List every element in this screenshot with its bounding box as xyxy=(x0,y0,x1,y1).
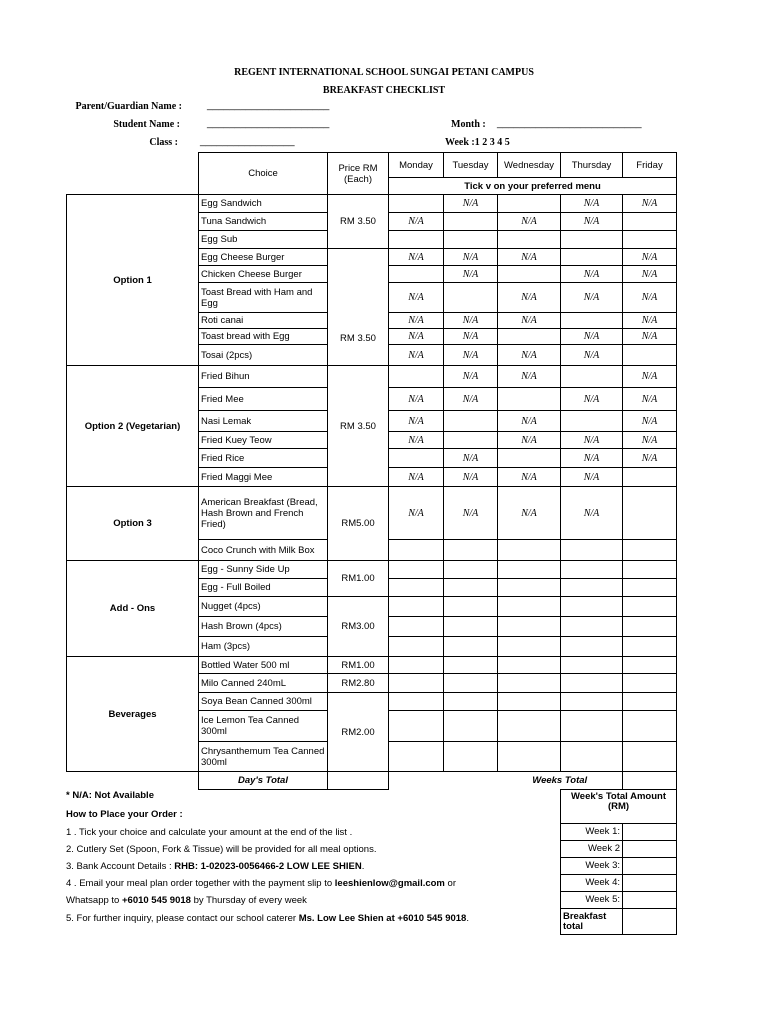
tick-cell[interactable] xyxy=(498,693,561,711)
na-legend: * N/A: Not Available xyxy=(66,790,154,801)
day-header-friday: Friday xyxy=(623,153,677,178)
tick-cell[interactable] xyxy=(561,313,623,329)
tick-cell[interactable] xyxy=(389,366,444,388)
na-cell: N/A xyxy=(444,366,498,388)
menu-item: Soya Bean Canned 300ml xyxy=(199,693,328,711)
tick-cell[interactable] xyxy=(561,366,623,388)
na-cell: N/A xyxy=(389,432,444,449)
price-cell: RM2.00 xyxy=(328,693,389,772)
page-title: BREAKFAST CHECKLIST xyxy=(322,85,446,96)
menu-item: Tuna Sandwich xyxy=(199,213,328,231)
class-label: Class : xyxy=(149,137,178,148)
na-cell: N/A xyxy=(623,329,677,345)
tick-cell[interactable] xyxy=(389,195,444,213)
student-name-label: Student Name : xyxy=(113,119,180,130)
na-cell: N/A xyxy=(561,468,623,487)
week-5-label: Week 5: xyxy=(561,892,623,909)
weekly-total-header: Week's Total Amount (RM) xyxy=(561,790,677,824)
na-cell: N/A xyxy=(444,345,498,366)
tick-cell[interactable] xyxy=(444,540,498,561)
tick-cell[interactable] xyxy=(498,329,561,345)
na-cell: N/A xyxy=(498,213,561,231)
na-cell: N/A xyxy=(561,388,623,411)
menu-item: Milo Canned 240mL xyxy=(199,674,328,693)
tick-cell[interactable] xyxy=(389,561,444,579)
tick-cell[interactable] xyxy=(444,283,498,313)
bank-account: RHB: 1-02023-0056466-2 LOW LEE SHIEN xyxy=(174,861,362,872)
tick-cell[interactable] xyxy=(389,266,444,283)
menu-item: Bottled Water 500 ml xyxy=(199,657,328,674)
na-cell: N/A xyxy=(498,432,561,449)
tick-cell[interactable] xyxy=(623,540,677,561)
tick-cell[interactable] xyxy=(444,579,498,597)
tick-cell[interactable] xyxy=(389,637,444,657)
price-cell: RM 3.50 xyxy=(328,366,389,487)
tick-cell[interactable] xyxy=(623,674,677,693)
tick-cell[interactable] xyxy=(389,579,444,597)
na-cell: N/A xyxy=(623,266,677,283)
na-cell: N/A xyxy=(623,411,677,432)
menu-item: Toast Bread with Ham and Egg xyxy=(199,283,328,313)
day-header-tuesday: Tuesday xyxy=(444,153,498,178)
menu-item: Fried Mee xyxy=(199,388,328,411)
price-header: Price RM (Each) xyxy=(328,153,389,195)
weekly-total-box xyxy=(560,789,677,935)
price-cell: RM 3.50 xyxy=(328,313,389,366)
tick-cell[interactable] xyxy=(623,693,677,711)
tick-cell[interactable] xyxy=(561,693,623,711)
tick-cell[interactable] xyxy=(389,540,444,561)
whatsapp-number: +6010 545 9018 xyxy=(121,895,191,906)
menu-item: Ham (3pcs) xyxy=(199,637,328,657)
menu-item: American Breakfast (Bread, Hash Brown and French Fried) xyxy=(199,487,328,540)
week-label: Week :1 2 3 4 5 xyxy=(445,137,510,148)
na-cell: N/A xyxy=(444,468,498,487)
menu-item: Egg - Sunny Side Up xyxy=(199,561,328,579)
days-total-label: Day's Total xyxy=(199,772,328,790)
tick-cell[interactable] xyxy=(498,195,561,213)
step-2: 2. Cutlery Set (Spoon, Fork & Tissue) will be provided for all meal options. xyxy=(66,844,377,855)
tick-cell[interactable] xyxy=(561,597,623,617)
tick-cell[interactable] xyxy=(498,711,561,742)
na-cell: N/A xyxy=(389,345,444,366)
breakfast-total-label: Breakfast total xyxy=(561,909,623,935)
na-cell: N/A xyxy=(561,283,623,313)
tick-cell[interactable] xyxy=(623,597,677,617)
group-option-3: Option 3 xyxy=(67,487,199,561)
tick-instruction: Tick v on your preferred menu xyxy=(389,178,677,195)
na-cell: N/A xyxy=(561,487,623,540)
tick-cell[interactable] xyxy=(389,657,444,674)
tick-cell[interactable] xyxy=(623,487,677,540)
step-4: 4 . Email your meal plan order together with the payment slip to leeshienlow@gmail.com or xyxy=(66,878,456,889)
menu-item: Egg Sub xyxy=(199,231,328,249)
na-cell: N/A xyxy=(444,388,498,411)
tick-cell[interactable] xyxy=(444,411,498,432)
tick-cell[interactable] xyxy=(498,266,561,283)
na-cell: N/A xyxy=(623,249,677,266)
na-cell: N/A xyxy=(561,449,623,468)
step-4-cont: Whatsapp to +6010 545 9018 by Thursday of every week xyxy=(66,895,307,906)
tick-cell[interactable] xyxy=(561,540,623,561)
na-cell: N/A xyxy=(623,366,677,388)
na-cell: N/A xyxy=(623,313,677,329)
na-cell: N/A xyxy=(389,313,444,329)
tick-cell[interactable] xyxy=(561,249,623,266)
week-1-amount[interactable] xyxy=(623,824,677,841)
student-name-field[interactable]: ______________________ xyxy=(207,118,330,129)
tick-cell[interactable] xyxy=(498,231,561,249)
tick-cell[interactable] xyxy=(444,637,498,657)
na-cell: N/A xyxy=(498,468,561,487)
tick-cell[interactable] xyxy=(623,637,677,657)
price-cell: RM1.00 xyxy=(328,561,389,597)
breakfast-table xyxy=(66,152,677,790)
tick-cell[interactable] xyxy=(444,597,498,617)
tick-cell[interactable] xyxy=(498,561,561,579)
tick-cell[interactable] xyxy=(561,411,623,432)
tick-cell[interactable] xyxy=(623,657,677,674)
na-cell: N/A xyxy=(498,249,561,266)
tick-cell[interactable] xyxy=(623,345,677,366)
week-3-label: Week 3: xyxy=(561,858,623,875)
menu-item: Egg Cheese Burger xyxy=(199,249,328,266)
na-cell: N/A xyxy=(444,249,498,266)
tick-cell[interactable] xyxy=(623,617,677,637)
na-cell: N/A xyxy=(444,313,498,329)
tick-cell[interactable] xyxy=(623,468,677,487)
week-3-amount[interactable] xyxy=(623,858,677,875)
na-cell: N/A xyxy=(498,411,561,432)
parent-name-field[interactable]: ______________________ xyxy=(207,100,330,111)
tick-cell[interactable] xyxy=(623,213,677,231)
na-cell: N/A xyxy=(444,449,498,468)
tick-cell[interactable] xyxy=(498,674,561,693)
na-cell: N/A xyxy=(444,195,498,213)
tick-cell[interactable] xyxy=(498,637,561,657)
tick-cell[interactable] xyxy=(444,432,498,449)
day-header-wednesday: Wednesday xyxy=(498,153,561,178)
tick-cell[interactable] xyxy=(623,711,677,742)
na-cell: N/A xyxy=(623,388,677,411)
na-cell: N/A xyxy=(389,468,444,487)
menu-item: Egg - Full Boiled xyxy=(199,579,328,597)
month-field[interactable]: __________________________ xyxy=(497,118,642,129)
step-5: 5. For further inquiry, please contact our school caterer Ms. Low Lee Shien at +6010 545 9018. xyxy=(66,913,469,924)
group-option-2: Option 2 (Vegetarian) xyxy=(67,366,199,487)
tick-cell[interactable] xyxy=(498,449,561,468)
menu-item: Fried Maggi Mee xyxy=(199,468,328,487)
na-cell: N/A xyxy=(623,432,677,449)
tick-cell[interactable] xyxy=(498,388,561,411)
tick-cell[interactable] xyxy=(498,617,561,637)
na-cell: N/A xyxy=(623,283,677,313)
tick-cell[interactable] xyxy=(561,657,623,674)
na-cell: N/A xyxy=(498,345,561,366)
menu-item: Egg Sandwich xyxy=(199,195,328,213)
tick-cell[interactable] xyxy=(444,711,498,742)
how-to-order-title: How to Place your Order : xyxy=(66,809,183,820)
tick-cell[interactable] xyxy=(498,540,561,561)
price-cell: RM1.00 xyxy=(328,657,389,674)
menu-item: Tosai (2pcs) xyxy=(199,345,328,366)
menu-item: Chrysanthemum Tea Canned 300ml xyxy=(199,742,328,772)
tick-cell[interactable] xyxy=(389,674,444,693)
school-name: REGENT INTERNATIONAL SCHOOL SUNGAI PETANI CAMPUS xyxy=(234,67,534,78)
class-field[interactable]: _________________ xyxy=(200,136,295,147)
step-1: 1 . Tick your choice and calculate your amount at the end of the list . xyxy=(66,827,353,838)
menu-item: Nugget (4pcs) xyxy=(199,597,328,617)
price-cell: RM 3.50 xyxy=(328,195,389,249)
menu-item: Chicken Cheese Burger xyxy=(199,266,328,283)
na-cell: N/A xyxy=(498,313,561,329)
tick-cell[interactable] xyxy=(389,597,444,617)
weeks-total-value[interactable] xyxy=(623,772,677,790)
tick-cell[interactable] xyxy=(561,561,623,579)
day-header-thursday: Thursday xyxy=(561,153,623,178)
price-cell: RM2.80 xyxy=(328,674,389,693)
tick-cell[interactable] xyxy=(444,674,498,693)
na-cell: N/A xyxy=(623,449,677,468)
group-option-1: Option 1 xyxy=(67,195,199,366)
na-cell: N/A xyxy=(389,249,444,266)
tick-cell[interactable] xyxy=(623,561,677,579)
na-cell: N/A xyxy=(561,195,623,213)
tick-cell[interactable] xyxy=(561,617,623,637)
tick-cell[interactable] xyxy=(623,231,677,249)
tick-cell[interactable] xyxy=(561,711,623,742)
na-cell: N/A xyxy=(498,487,561,540)
caterer-contact: Ms. Low Lee Shien at +6010 545 9018 xyxy=(298,913,467,924)
na-cell: N/A xyxy=(389,283,444,313)
step-3: 3. Bank Account Details : RHB: 1-02023-0056466-2 LOW LEE SHIEN. xyxy=(66,861,365,872)
menu-item: Coco Crunch with Milk Box xyxy=(199,540,328,561)
price-cell: RM3.00 xyxy=(328,597,389,657)
na-cell: N/A xyxy=(498,283,561,313)
tick-cell[interactable] xyxy=(389,711,444,742)
group-beverages: Beverages xyxy=(67,657,199,772)
na-cell: N/A xyxy=(561,345,623,366)
weeks-total-label: Weeks Total xyxy=(498,772,623,790)
tick-cell[interactable] xyxy=(623,579,677,597)
na-cell: N/A xyxy=(389,388,444,411)
tick-cell[interactable] xyxy=(561,231,623,249)
menu-item: Fried Bihun xyxy=(199,366,328,388)
tick-cell[interactable] xyxy=(389,231,444,249)
tick-cell[interactable] xyxy=(389,693,444,711)
na-cell: N/A xyxy=(561,213,623,231)
na-cell: N/A xyxy=(444,329,498,345)
na-cell: N/A xyxy=(389,213,444,231)
breakfast-total-amount[interactable] xyxy=(623,909,677,935)
tick-cell[interactable] xyxy=(444,561,498,579)
menu-item: Nasi Lemak xyxy=(199,411,328,432)
week-2-label: Week 2 xyxy=(561,841,623,858)
tick-cell[interactable] xyxy=(444,742,498,772)
group-add-ons: Add - Ons xyxy=(67,561,199,657)
na-cell: N/A xyxy=(623,195,677,213)
tick-cell[interactable] xyxy=(498,657,561,674)
parent-name-label: Parent/Guardian Name : xyxy=(75,101,182,112)
tick-cell[interactable] xyxy=(498,579,561,597)
tick-cell[interactable] xyxy=(389,449,444,468)
week-2-amount[interactable] xyxy=(623,841,677,858)
days-total-value[interactable] xyxy=(328,772,389,790)
na-cell: N/A xyxy=(561,329,623,345)
tick-cell[interactable] xyxy=(444,617,498,637)
tick-cell[interactable] xyxy=(561,637,623,657)
week-5-amount[interactable] xyxy=(623,892,677,909)
menu-item: Toast bread with Egg xyxy=(199,329,328,345)
tick-cell[interactable] xyxy=(561,579,623,597)
day-header-monday: Monday xyxy=(389,153,444,178)
tick-cell[interactable] xyxy=(389,617,444,637)
tick-cell[interactable] xyxy=(389,742,444,772)
tick-cell[interactable] xyxy=(444,693,498,711)
na-cell: N/A xyxy=(561,266,623,283)
na-cell: N/A xyxy=(561,432,623,449)
menu-item: Ice Lemon Tea Canned 300ml xyxy=(199,711,328,742)
week-4-label: Week 4: xyxy=(561,875,623,892)
week-1-label: Week 1: xyxy=(561,824,623,841)
menu-item: Roti canai xyxy=(199,313,328,329)
na-cell: N/A xyxy=(389,411,444,432)
menu-item: Hash Brown (4pcs) xyxy=(199,617,328,637)
tick-cell[interactable] xyxy=(444,213,498,231)
tick-cell[interactable] xyxy=(561,674,623,693)
week-4-amount[interactable] xyxy=(623,875,677,892)
na-cell: N/A xyxy=(389,329,444,345)
tick-cell[interactable] xyxy=(561,742,623,772)
tick-cell[interactable] xyxy=(498,597,561,617)
tick-cell[interactable] xyxy=(623,742,677,772)
month-label: Month : xyxy=(451,119,486,130)
price-cell: RM5.00 xyxy=(328,487,389,561)
na-cell: N/A xyxy=(389,487,444,540)
menu-item: Fried Rice xyxy=(199,449,328,468)
na-cell: N/A xyxy=(444,266,498,283)
choice-header: Choice xyxy=(199,153,328,195)
tick-cell[interactable] xyxy=(498,742,561,772)
na-cell: N/A xyxy=(498,366,561,388)
na-cell: N/A xyxy=(444,487,498,540)
tick-cell[interactable] xyxy=(444,657,498,674)
menu-item: Fried Kuey Teow xyxy=(199,432,328,449)
tick-cell[interactable] xyxy=(444,231,498,249)
email-link[interactable]: leeshienlow@gmail.com xyxy=(334,878,445,889)
